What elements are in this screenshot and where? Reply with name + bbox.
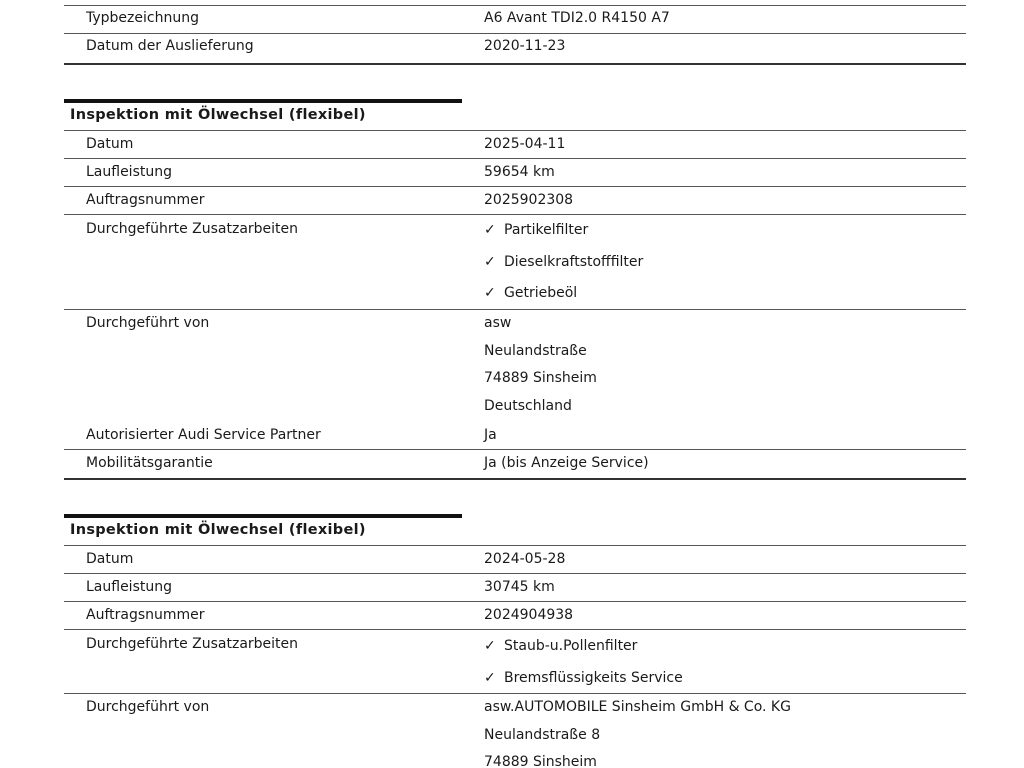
performed-line: 74889 Sinsheim (484, 754, 597, 768)
type-label: Typbezeichnung (86, 10, 199, 26)
divider (64, 545, 966, 546)
order-label: Auftragsnummer (86, 192, 205, 208)
section-bar (64, 514, 462, 518)
divider (64, 130, 966, 131)
divider (64, 601, 966, 602)
divider (64, 158, 966, 159)
extra-item-label: Staub-u.Pollenfilter (504, 638, 638, 654)
date-label: Datum (86, 136, 134, 152)
extras-label: Durchgeführte Zusatzarbeiten (86, 221, 299, 237)
performed-line: Neulandstraße (484, 343, 587, 359)
partner-label: Autorisierter Audi Service Partner (86, 427, 321, 443)
extra-item-label: Dieselkraftstofffilter (504, 254, 644, 270)
divider (64, 449, 966, 450)
performed-line: 74889 Sinsheim (484, 370, 597, 386)
performed-line: asw (484, 315, 512, 331)
divider (64, 309, 966, 310)
check-icon: ✓ (484, 254, 496, 270)
check-icon: ✓ (484, 670, 496, 686)
delivery-label: Datum der Auslieferung (86, 38, 254, 54)
performed-line: Deutschland (484, 398, 572, 414)
order-value: 2025902308 (484, 192, 574, 208)
extra-item-label: Bremsflüssigkeits Service (504, 670, 683, 686)
performed-label: Durchgeführt von (86, 699, 210, 715)
performed-line: Neulandstraße 8 (484, 727, 601, 743)
performed-label: Durchgeführt von (86, 315, 210, 331)
section-bar (64, 99, 462, 103)
check-icon: ✓ (484, 638, 496, 654)
mileage-value: 59654 km (484, 164, 555, 180)
mileage-label: Laufleistung (86, 164, 172, 180)
mobility-label: Mobilitätsgarantie (86, 455, 213, 471)
divider (64, 693, 966, 694)
check-icon: ✓ (484, 222, 496, 238)
date-value: 2025-04-11 (484, 136, 566, 152)
order-value: 2024904938 (484, 607, 574, 623)
extras-label: Durchgeführte Zusatzarbeiten (86, 636, 299, 652)
mileage-value: 30745 km (484, 579, 555, 595)
divider (64, 186, 966, 187)
mileage-label: Laufleistung (86, 579, 172, 595)
extra-item-label: Getriebeöl (504, 285, 578, 301)
divider (64, 5, 966, 6)
delivery-value: 2020-11-23 (484, 38, 566, 54)
divider (64, 214, 966, 215)
section-end-line (64, 478, 966, 480)
section-title: Inspektion mit Ölwechsel (flexibel) (70, 107, 366, 123)
section-end-line (64, 63, 966, 65)
date-value: 2024-05-28 (484, 551, 566, 567)
partner-value: Ja (484, 427, 497, 443)
divider (64, 629, 966, 630)
order-label: Auftragsnummer (86, 607, 205, 623)
divider (64, 573, 966, 574)
mobility-value: Ja (bis Anzeige Service) (484, 455, 649, 471)
date-label: Datum (86, 551, 134, 567)
check-icon: ✓ (484, 285, 496, 301)
type-value: A6 Avant TDI2.0 R4150 A7 (484, 10, 670, 26)
performed-line: asw.AUTOMOBILE Sinsheim GmbH & Co. KG (484, 699, 791, 715)
section-title: Inspektion mit Ölwechsel (flexibel) (70, 522, 366, 538)
divider (64, 33, 966, 34)
extra-item-label: Partikelfilter (504, 222, 589, 238)
